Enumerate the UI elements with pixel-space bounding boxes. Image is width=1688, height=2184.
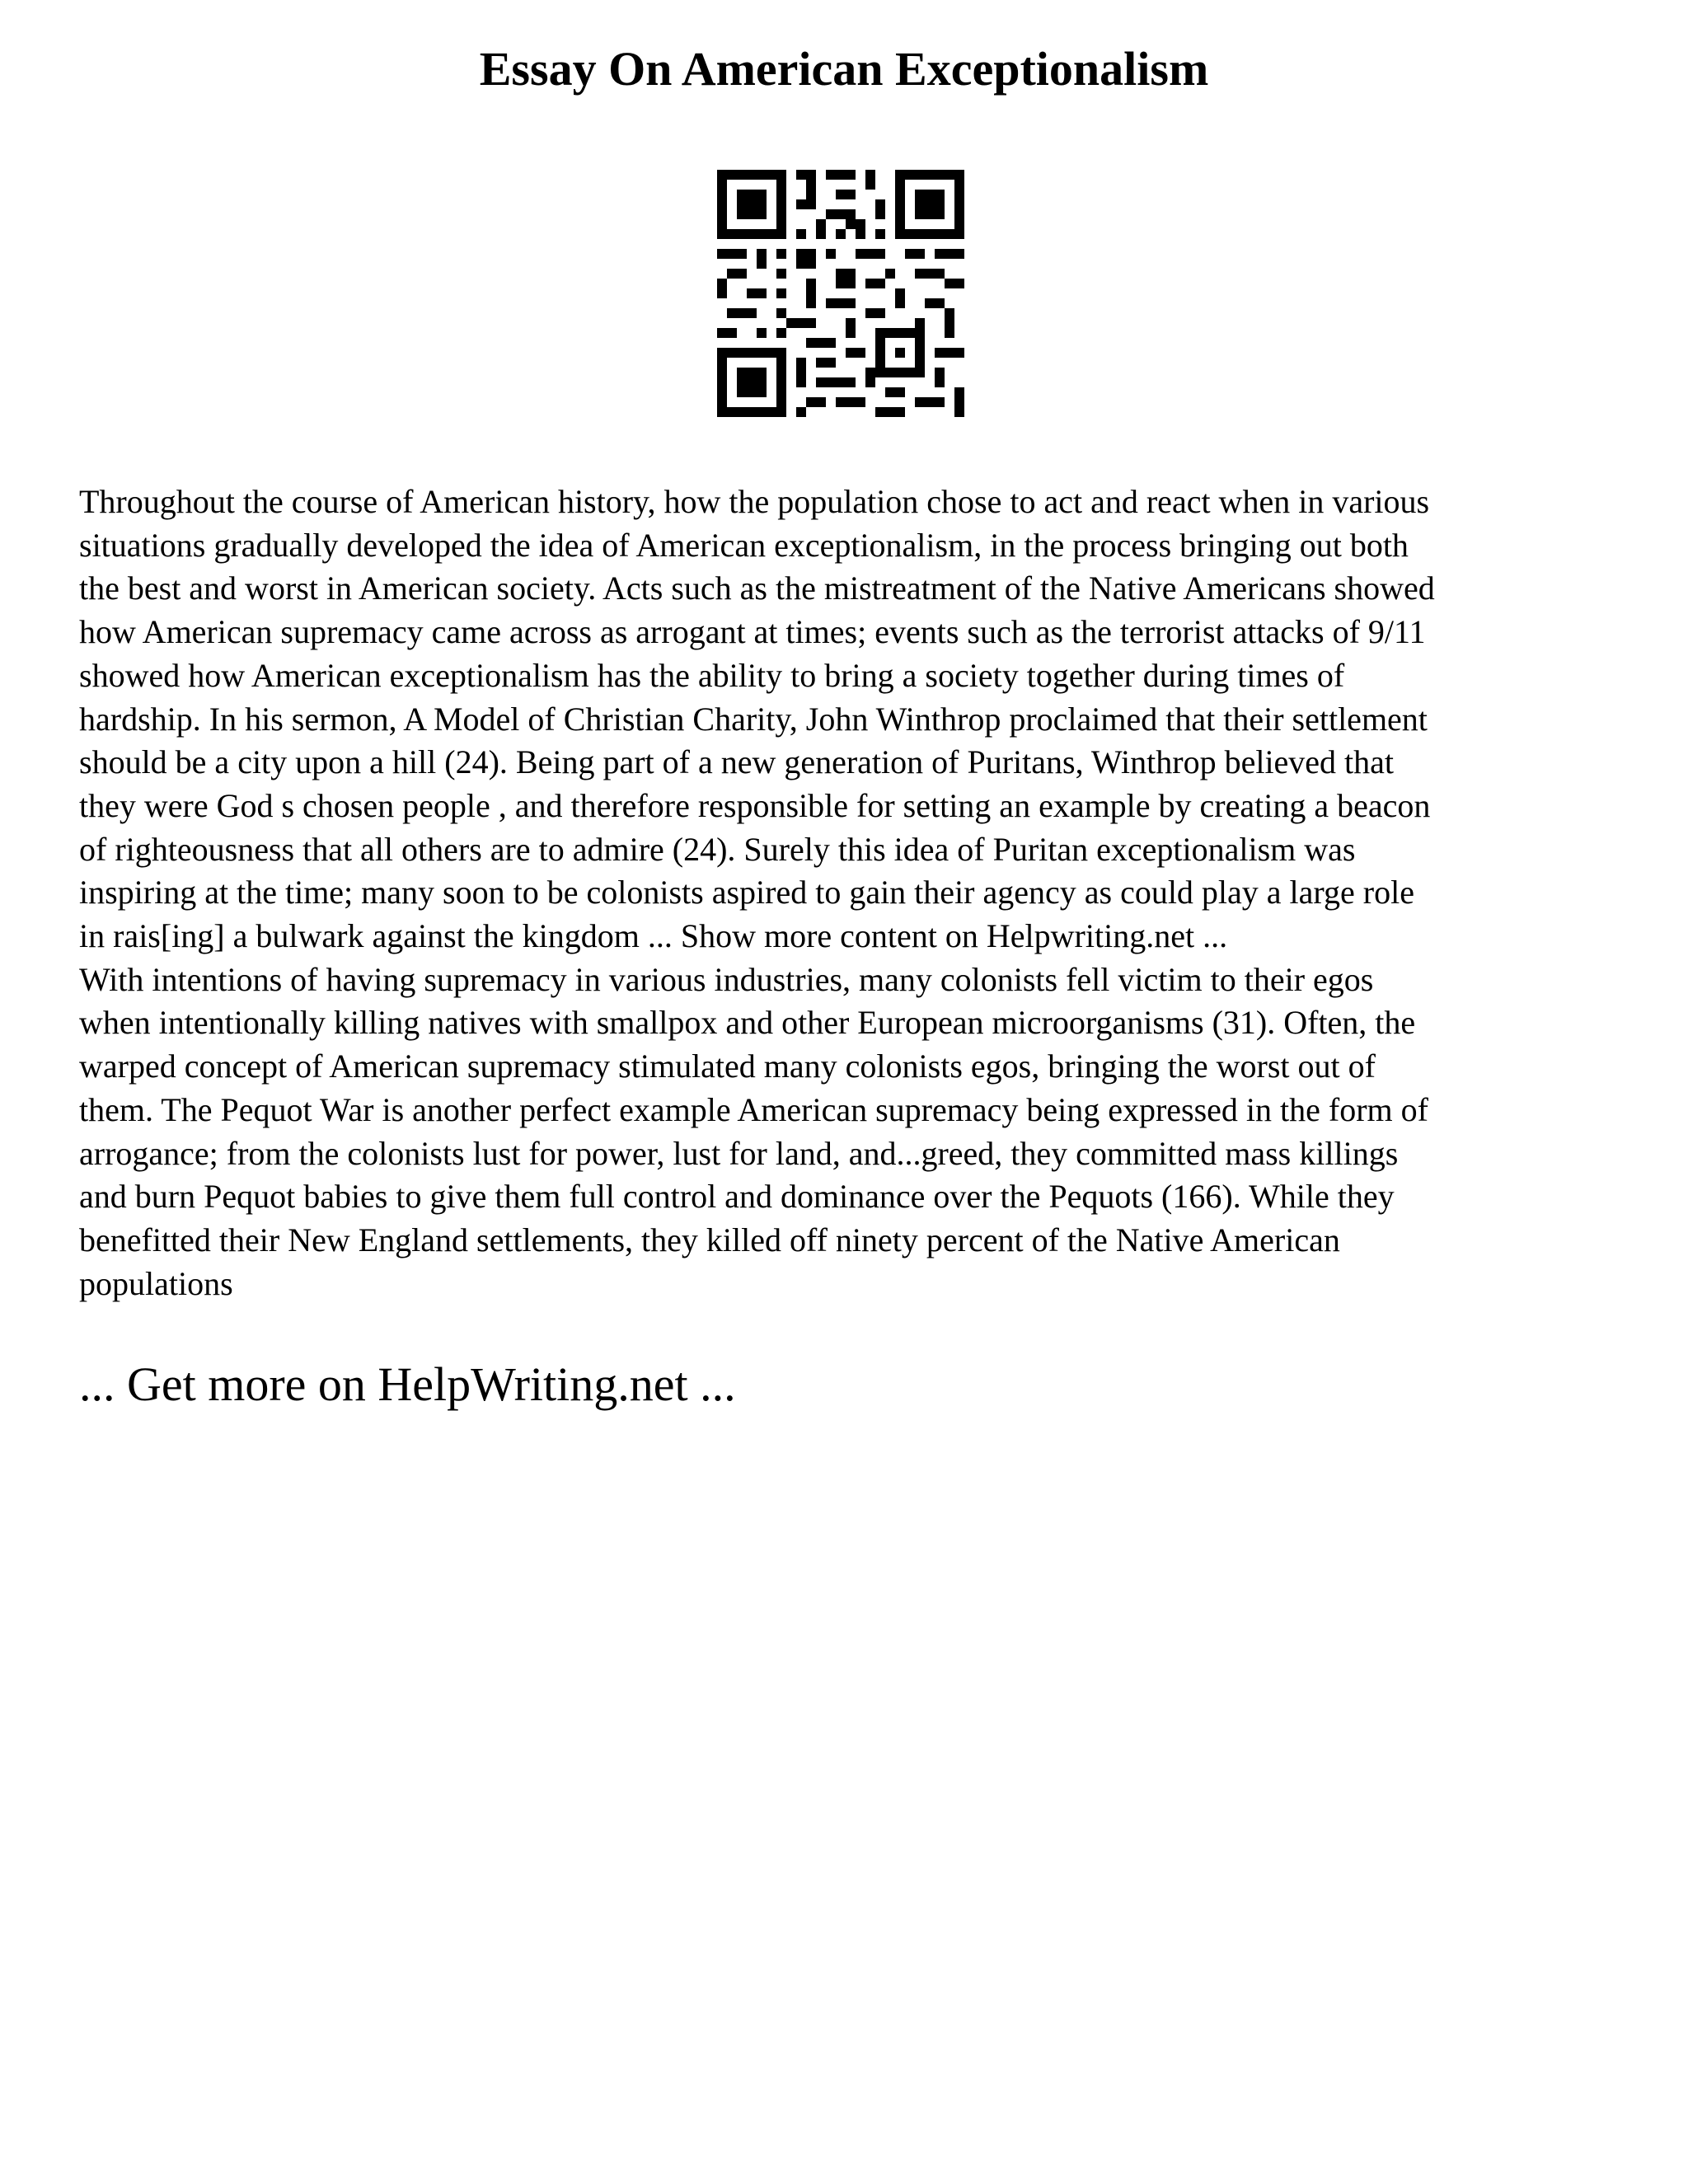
essay-body-text: Throughout the course of American history, how the population chose to act and react when in various situations gradually developed the idea of American exceptionalism, in the process bringing out both the best and worst in American society. Acts such as the mistreatment of the Native Americans showed how American supremacy came across as arrogant at times; events such as the terrorist attacks of 9/11 showed how American exceptionalism has the ability to bring a society together during times of hardship. In his sermon, A Model of Christian Charity, John Winthrop proclaimed that their settlement should be a city upon a hill (24). Being part of a new generation of Puritans, Winthrop believed that they were God s chosen people , and therefore responsible for setting an example by creating a beacon of righteousness that all others are to admire (24). Surely this idea of Puritan exceptionalism was inspiring at the time; many soon to be colonists aspired to gain their agency as could play a large role in rais[ing] a bulwark against the kingdom ... Show more content on Helpwriting.net ... With intentions of having supremacy in various industries, many colonists fell victim to their egos when intentionally killing natives with smallpox and other European microorganisms (31). Often, the warped concept of American supremacy stimulated many colonists egos, bringing the worst out of them. The Pequot War is another perfect example American supremacy being expressed in the form of arrogance; from the colonists lust for power, lust for land, and...greed, they committed mass killings and burn Pequot babies to give them full control and dominance over the Pequots (166). While they benefitted their New England settlements, they killed off ninety percent of the Native American populations <box>79 483 1435 1302</box>
qr-code-icon[interactable] <box>717 170 964 417</box>
page-title: Essay On American Exceptionalism <box>479 42 1209 96</box>
get-more-link[interactable]: ... Get more on HelpWriting.net ... <box>79 1357 736 1411</box>
qr-code-graphic <box>717 170 964 417</box>
